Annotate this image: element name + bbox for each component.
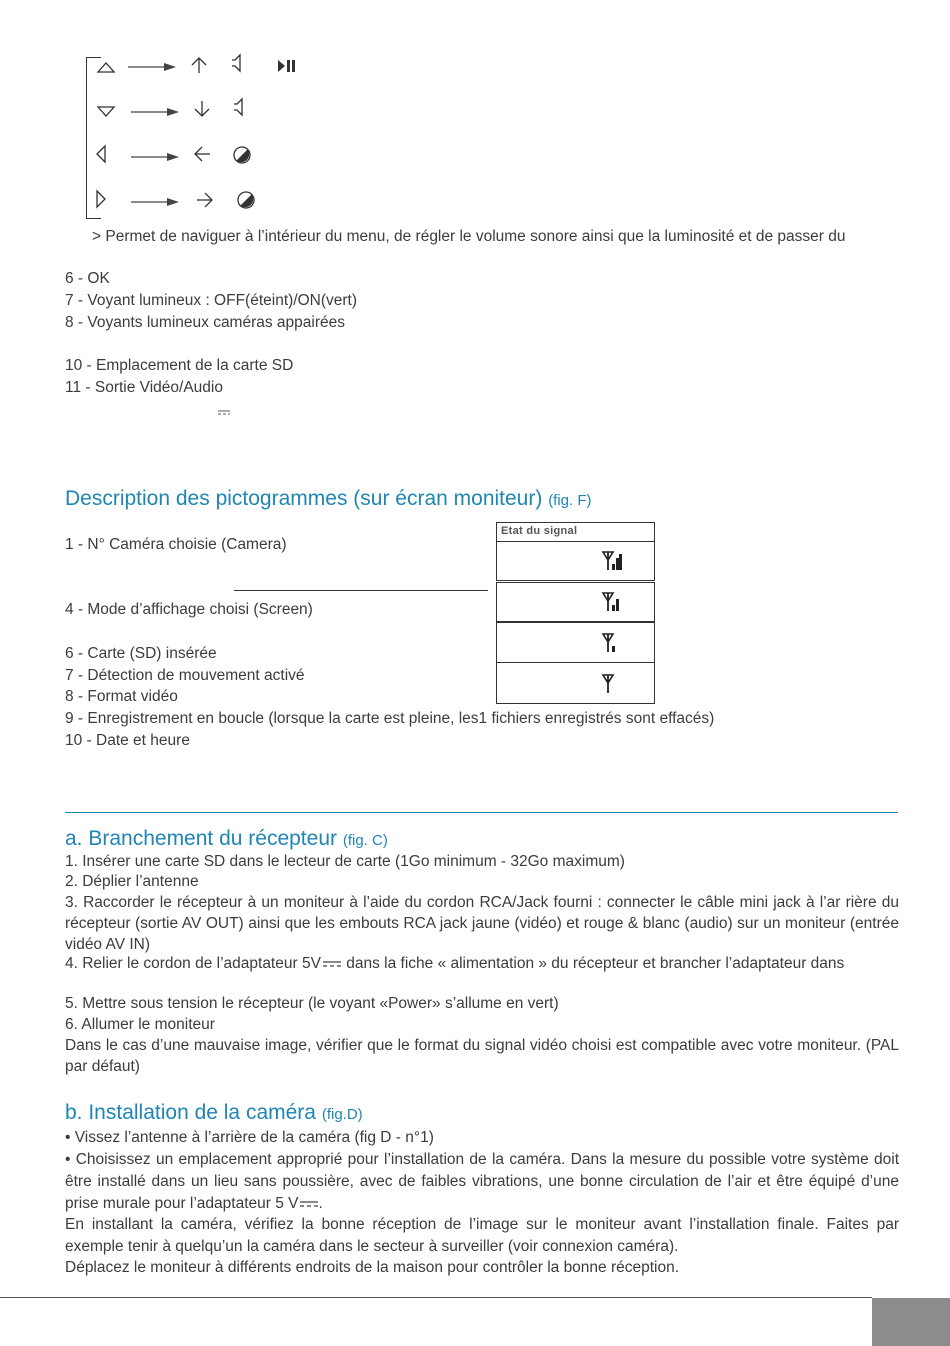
step-6: 6. Allumer le moniteur: [65, 1016, 215, 1033]
list-item: 10 - Emplacement de la carte SD: [65, 357, 294, 374]
signal-row-1: [496, 622, 655, 663]
list-item: 1 - N° Caméra choisie (Camera): [65, 536, 287, 553]
section-a-paragraph: Dans le cas d’une mauvaise image, vérifier que le format du signal vidéo choisi est compatible avec votre moniteur. (PAL par défaut): [65, 1037, 899, 1075]
bullet-2-end: .: [318, 1195, 323, 1212]
list-item: 7 - Détection de mouvement activé: [65, 667, 305, 684]
list-item: 10 - Date et heure: [65, 732, 190, 749]
list-item: 11 - Sortie Vidéo/Audio: [65, 379, 223, 396]
separator-line: [234, 590, 488, 591]
page-number-box: [872, 1298, 950, 1346]
arrow-left-icon: [192, 144, 212, 164]
signal-strength-1-icon: [601, 632, 623, 654]
bullet-2: [65, 1149, 899, 1215]
brightness-icon: [236, 190, 256, 210]
list-item: 6 - Carte (SD) insérée: [65, 645, 217, 662]
section-b-fig-ref: (fig.D): [321, 1106, 363, 1123]
brightness-icon: [232, 145, 252, 165]
pictos-fig-ref: (fig. F): [548, 492, 592, 509]
section-b-heading: [65, 1101, 363, 1125]
dc-symbol-icon: [299, 1199, 319, 1209]
section-divider: [65, 812, 898, 813]
arrow-down-icon: [192, 99, 212, 119]
arrow-right-icon: [131, 151, 181, 163]
list-item: 9 - Enregistrement en boucle (lorsque la carte est pleine, les1 fichiers enregistrés sont effacés): [65, 710, 715, 727]
triangle-down-icon: [96, 104, 116, 118]
arrow-right-icon: [128, 61, 178, 73]
list-item: 8 - Format vidéo: [65, 688, 178, 705]
arrow-up-icon: [189, 55, 209, 75]
step-3: 3. Raccorder le récepteur à un moniteur à l’aide du cordon RCA/Jack fourni : connecter le câble mini jack à l’ar rière du récepteur (sortie AV OUT) ainsi que les embouts RCA jack jaune (vidéo) et rouge & blanc (audio) sur un moniteur (entrée vidéo AV IN): [65, 894, 899, 953]
play-pause-icon: [276, 58, 298, 74]
list-item: 8 - Voyants lumineux caméras appairées: [65, 314, 346, 331]
step-5: 5. Mettre sous tension le récepteur (le voyant «Power» s’allume en vert): [65, 995, 559, 1012]
signal-row-3: [496, 541, 655, 581]
section-a-heading: [65, 827, 388, 851]
step-4-start: 4. Relier le cordon de l’adaptateur 5V: [65, 955, 321, 972]
arrow-right-small-icon: [195, 190, 215, 210]
list-item: 4 - Mode d’affichage choisi (Screen): [65, 601, 313, 618]
pictos-title: Description des pictogrammes (sur écran moniteur): [65, 487, 543, 510]
step-4: [65, 953, 844, 975]
speaker-icon: [229, 53, 245, 73]
list-item: 6 - OK: [65, 270, 110, 287]
section-b-title: b. Installation de la caméra: [65, 1101, 316, 1124]
section-a-fig-ref: (fig. C): [342, 832, 388, 849]
list-item: 7 - Voyant lumineux : OFF(éteint)/ON(vert): [65, 292, 358, 309]
bullet-1: • Vissez l’antenne à l’arrière de la caméra (fig D - n°1): [65, 1129, 434, 1146]
step-2: 2. Déplier l’antenne: [65, 873, 199, 890]
triangle-up-icon: [96, 60, 116, 74]
nav-keys-note: > Permet de naviguer à l’intérieur du menu, de régler le volume sonore ainsi que la luminosité et de passer du: [92, 228, 846, 245]
triangle-right-icon: [94, 189, 108, 209]
signal-header-label: Etat du signal: [501, 525, 578, 537]
signal-row-2: [496, 582, 655, 622]
pictos-heading: [65, 487, 592, 511]
footer-rule: [0, 1297, 872, 1298]
signal-table-header: [496, 522, 655, 542]
signal-strength-2-icon: [601, 591, 623, 613]
dc-symbol-icon: [218, 409, 232, 417]
section-b-paragraph-2: Déplacez le moniteur à différents endroits de la maison pour contrôler la bonne réception.: [65, 1259, 680, 1276]
signal-strength-0-icon: [601, 673, 623, 695]
dc-symbol-icon: [322, 959, 342, 969]
step-4-end: dans la fiche « alimentation » du récepteur et brancher l’adaptateur dans: [341, 955, 845, 972]
section-b-paragraph-1: En installant la caméra, vérifiez la bonne réception de l’image sur le moniteur avant l’installation finale. Faites par exemple tenir à quelqu’un la caméra dans le secteur à surveiller (voir connexion caméra).: [65, 1216, 899, 1255]
section-a-title: a. Branchement du récepteur: [65, 827, 337, 850]
signal-row-0: [496, 662, 655, 704]
arrow-right-icon: [131, 196, 181, 208]
arrow-right-icon: [131, 106, 181, 118]
speaker-icon: [231, 97, 247, 117]
signal-strength-3-icon: [601, 550, 623, 572]
triangle-left-icon: [94, 144, 108, 164]
step-1: 1. Insérer une carte SD dans le lecteur de carte (1Go minimum - 32Go maximum): [65, 853, 625, 870]
bullet-2-text: • Choisissez un emplacement approprié pour l’installation de la caméra. Dans la mesure du possible votre système doit être installé dans un lieu sans poussière, avec de faibles vibrations, une bonne circulation de l’air et être équipé d’une prise murale pour l’adaptateur 5 V: [65, 1151, 899, 1212]
